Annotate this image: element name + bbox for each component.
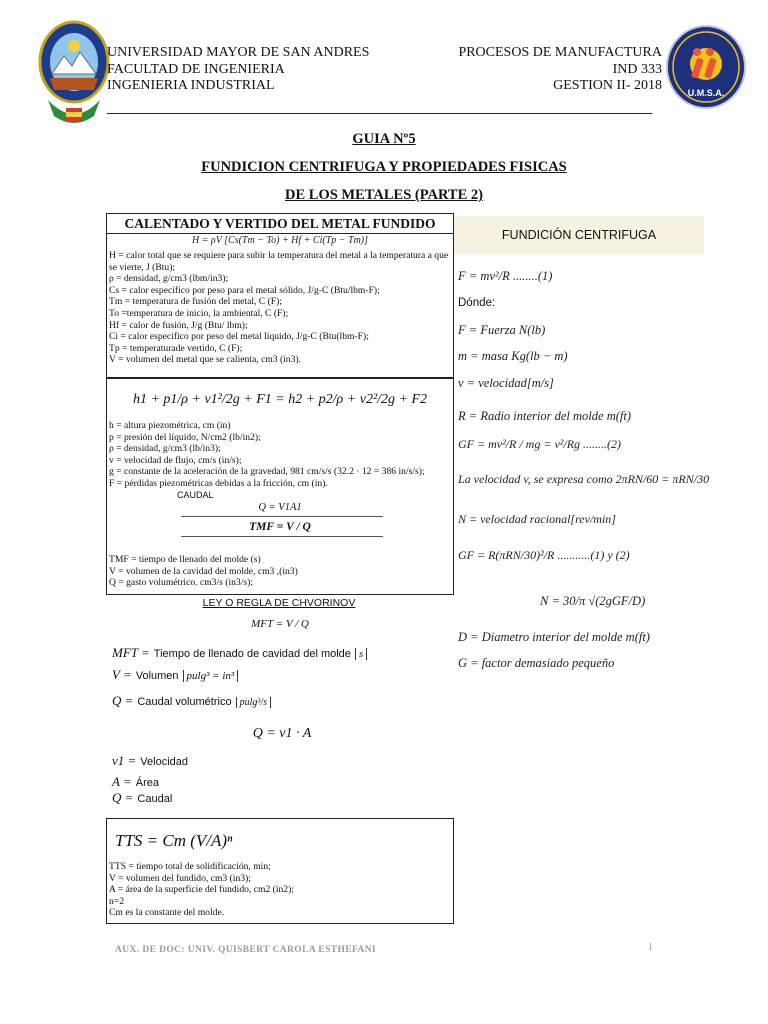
eq-force: F = mv²/R ........(1) [458, 269, 553, 283]
chvorinov-title: LEY O REGLA DE CHVORINOV [202, 597, 356, 609]
eq-n: N = 30/π √(2gGF/D) [540, 594, 646, 608]
def-density: ρ = densidad, g/cm3 (lbm/in3); [109, 273, 229, 285]
bernoulli-definitions [109, 420, 451, 490]
tmf-formula: TMF = V / Q [249, 521, 311, 533]
caudal-rule [181, 516, 383, 517]
sym-mft: MFT = [112, 645, 150, 660]
tmf-rule [181, 536, 383, 537]
def-n: n=2 [109, 895, 125, 907]
logo-ingenieria-industrial [665, 24, 747, 110]
solidification-formula: TTS = Cm (V/A)ⁿ [115, 831, 233, 850]
def-heat: H = calor total que se requiere para subir la temperatura del metal a la temperatura a que se vierte, J (Btu); [109, 250, 449, 273]
def-force: F = Fuerza N(lb) [458, 323, 546, 337]
caudal-formula: Q = V1A1 [258, 502, 302, 513]
where-label: Dónde: [458, 297, 496, 309]
var-area [112, 773, 312, 789]
header-university: UNIVERSIDAD MAYOR DE SAN ANDRES [107, 45, 370, 60]
sym-volume: V = [112, 667, 132, 682]
def-cm: Cm es la constante del molde. [109, 907, 225, 919]
eq-gf-combined: GF = R(πRN/30)²/R ...........(1) y (2) [458, 548, 630, 562]
header-right [430, 45, 662, 95]
caudal-label: CAUDAL [177, 490, 214, 500]
bernoulli-box [106, 377, 454, 595]
def-surface-area: A = área de la superficie del fundido, cm2 (in2); [109, 884, 294, 896]
chvorinov-formula: MFT = V / Q [251, 618, 309, 630]
def-flow-rate: Q = gasto volumétrico. cm3/s (in3/s); [109, 577, 253, 589]
solidification-definitions [109, 861, 451, 919]
def-cast-volume: V = volumen del fundido, cm3 (in3); [109, 872, 251, 884]
text-flow: Caudal volumétrico [137, 696, 232, 708]
tmf-definitions [109, 554, 451, 589]
guide-subtitle-2: DE LOS METALES (PARTE 2) [285, 187, 483, 203]
bernoulli-formula: h1 + p1/ρ + v1²/2g + F1 = h2 + p2/ρ + v2²/2g + F2 [132, 392, 428, 407]
sym-v1: v1 = [112, 753, 137, 768]
header-course: PROCESOS DE MANUFACTURA [458, 45, 662, 60]
text-mft: Tiempo de llenado de cavidad del molde [153, 648, 351, 660]
def-g-factor: G = factor demasiado pequeño [458, 656, 615, 670]
def-losses: F = pérdidas piezométricas debidas a la fricción, cm (in). [109, 477, 328, 489]
def-height: h = altura piezométrica, cm (in) [109, 420, 231, 431]
chvorinov-variables [112, 752, 312, 805]
eq-rational-speed: N = velocidad racional[rev/min] [458, 512, 616, 526]
heat-formula: H = ρV [Cs(Tm − To) + Hf + Ci(Tp − Tm)] [191, 235, 369, 246]
def-density-2: ρ = densidad, g/cm3 (lb/in3); [109, 443, 221, 455]
chvorinov-definitions [112, 644, 452, 722]
flow-formula: Q = v1 · A [252, 726, 312, 741]
header-career: INGENIERIA INDUSTRIAL [107, 78, 275, 93]
centrifugal-banner: FUNDICIÓN CENTRIFUGA [454, 216, 704, 254]
def-melting-temp: Tm = temperatura de fusión del metal, C (F); [109, 296, 282, 308]
logo-umsa-label: U.M.S.A. [687, 88, 725, 98]
eq-gf: GF = mv²/R / mg = v²/Rg ........(2) [458, 437, 622, 451]
sym-flow: Q = [112, 693, 134, 708]
header-rule [107, 113, 652, 114]
solidification-box [106, 818, 454, 924]
heat-definitions [109, 250, 451, 366]
def-velocity: v = velocidad de flujo, cm/s (in/s); [109, 454, 242, 466]
text-v1: Velocidad [140, 756, 189, 768]
footer-author: AUX. DE DOC: UNIV. QUISBERT CAROLA ESTHEFANI [115, 945, 377, 955]
header-faculty: FACULTAD DE INGENIERIA [107, 61, 285, 77]
def-cavity-volume: V = volumen de la cavidad del molde, cm3 ,(in3) [109, 565, 298, 577]
unit-flow: pulg³/s [236, 697, 271, 708]
def-start-temp: To =temperatura de inicio, la ambiental, C (F); [109, 307, 289, 319]
section-title: CALENTADO Y VERTIDO DEL METAL FUNDIDO [107, 214, 453, 234]
def-liquid-specific-heat: Ci = calor específico por peso del metal líquido, J/g-C (Btu(lbm-F); [109, 331, 369, 343]
chvorinov-def-mft [112, 644, 452, 666]
guide-title: GUIA Nº5 [352, 131, 416, 147]
page-number: 1 [648, 942, 653, 953]
unit-volume: pulg³ = in³ [183, 670, 239, 682]
def-pressure: p = presión del líquido, N/cm2 (lb/in2); [109, 431, 261, 443]
sym-area: A = [112, 774, 132, 789]
text-volume: Volumen [135, 670, 179, 682]
guide-subtitle-1: FUNDICION CENTRIFUGA Y PROPIEDADES FISICAS [201, 159, 567, 175]
def-tts: TTS = tiempo total de solidificación, min; [109, 861, 271, 872]
header-left [107, 45, 407, 95]
var-caudal [112, 789, 312, 805]
header-term: GESTION II- 2018 [553, 78, 662, 93]
text-caudal: Caudal [137, 793, 173, 805]
def-pouring-temp: Tp = temperaturade vertido, C (F); [109, 342, 243, 354]
def-solid-specific-heat: Cs = calor específico por peso para el metal sólido, J/g-C (Btu/lbm-F); [109, 284, 380, 296]
def-gravity: g = constante de la aceleración de la gravedad, 981 cm/s/s (32.2 · 12 = 386 in/s/s); [109, 466, 425, 478]
chvorinov-def-flow [112, 692, 452, 722]
def-velocity-right: v = velocidad[m/s] [458, 376, 554, 390]
chvorinov-def-volume [112, 666, 452, 692]
def-fusion-heat: Hf = calor de fusión, J/g (Btu/ lbm); [109, 319, 248, 331]
sym-caudal: Q = [112, 790, 134, 805]
def-tmf: TMF = tiempo de llenado del molde (s) [109, 554, 261, 565]
heating-pouring-box [106, 213, 454, 379]
def-volume: V = volumen del metal que se calienta, cm3 (in3). [109, 354, 301, 366]
def-mass: m = masa Kg(lb − m) [458, 349, 568, 363]
def-diameter: D = Diametro interior del molde m(ft) [458, 630, 650, 644]
eq-velocity-expression: La velocidad v, se expresa como 2πRN/60 = πRN/30 [458, 472, 710, 486]
header-code: IND 333 [612, 61, 662, 77]
text-area: Área [135, 777, 159, 789]
def-radius: R = Radio interior del molde m(ft) [458, 409, 631, 423]
logo-umsa-left [36, 16, 112, 132]
unit-mft: s [355, 648, 367, 660]
var-velocity [112, 752, 312, 773]
